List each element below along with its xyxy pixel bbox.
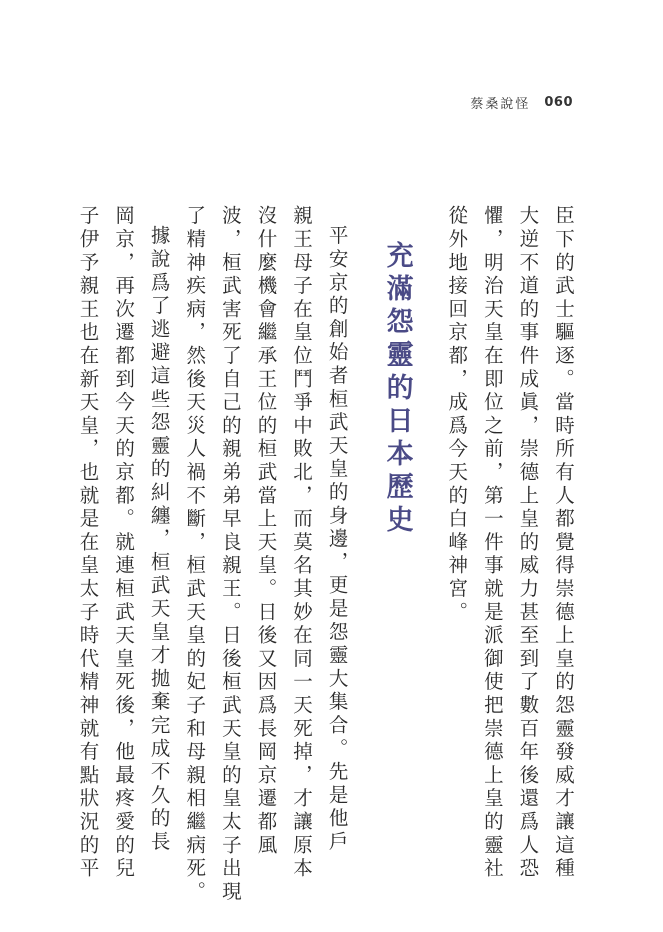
section-spacer xyxy=(355,205,377,805)
text-line: 大逆不道的事件成眞，崇德上皇的威力甚至到了數百年後還爲人恐 xyxy=(516,205,540,881)
text-line: 據說爲了逃避這些怨靈的糾纏，桓武天皇才拋棄完成不久的長 xyxy=(147,224,171,854)
text-line: 懼，明治天皇在即位之前，第一件事就是派御使把崇德上皇的靈社 xyxy=(480,205,504,881)
section-spacer xyxy=(417,205,439,805)
text-line: 沒什麼機會繼承王位的桓武當上天皇。日後又因爲長岡京遷都風 xyxy=(254,205,278,858)
text-line: 了精神疾病，然後天災人禍不斷，桓武天皇的妃子和母親相繼病死。 xyxy=(183,205,207,904)
text-line: 岡京，再次遷都到今天的京都。就連桓武天皇死後，他最疼愛的兒 xyxy=(112,205,136,881)
text-line: 臣下的武士驅逐。當時所有人都覺得崇德上皇的怨靈發威才讓這種 xyxy=(552,205,575,881)
section-heading: 充滿怨靈的日本歷史 xyxy=(381,241,413,538)
text-line: 子伊予親王也在新天皇，也就是在皇太子時代精神就有點狀況的平 xyxy=(76,205,100,881)
text-line: 波，桓武害死了自己的親弟弟早良親王。日後桓武天皇的皇太子出現 xyxy=(218,205,242,904)
book-title: 蔡桑說怪 xyxy=(470,97,531,112)
text-line: 平安京的創始者桓武天皇的身邊，更是怨靈大集合。先是他戶 xyxy=(325,224,349,854)
page-number: 060 xyxy=(544,95,573,110)
vertical-text-block xyxy=(70,205,581,904)
text-line: 親王母子在皇位鬥爭中敗北，而莫名其妙在同一天死掉，才讓原本 xyxy=(290,205,314,881)
running-head xyxy=(470,93,573,112)
text-line: 從外地接回京都，成爲今天的白峰神宮。 xyxy=(445,205,469,625)
